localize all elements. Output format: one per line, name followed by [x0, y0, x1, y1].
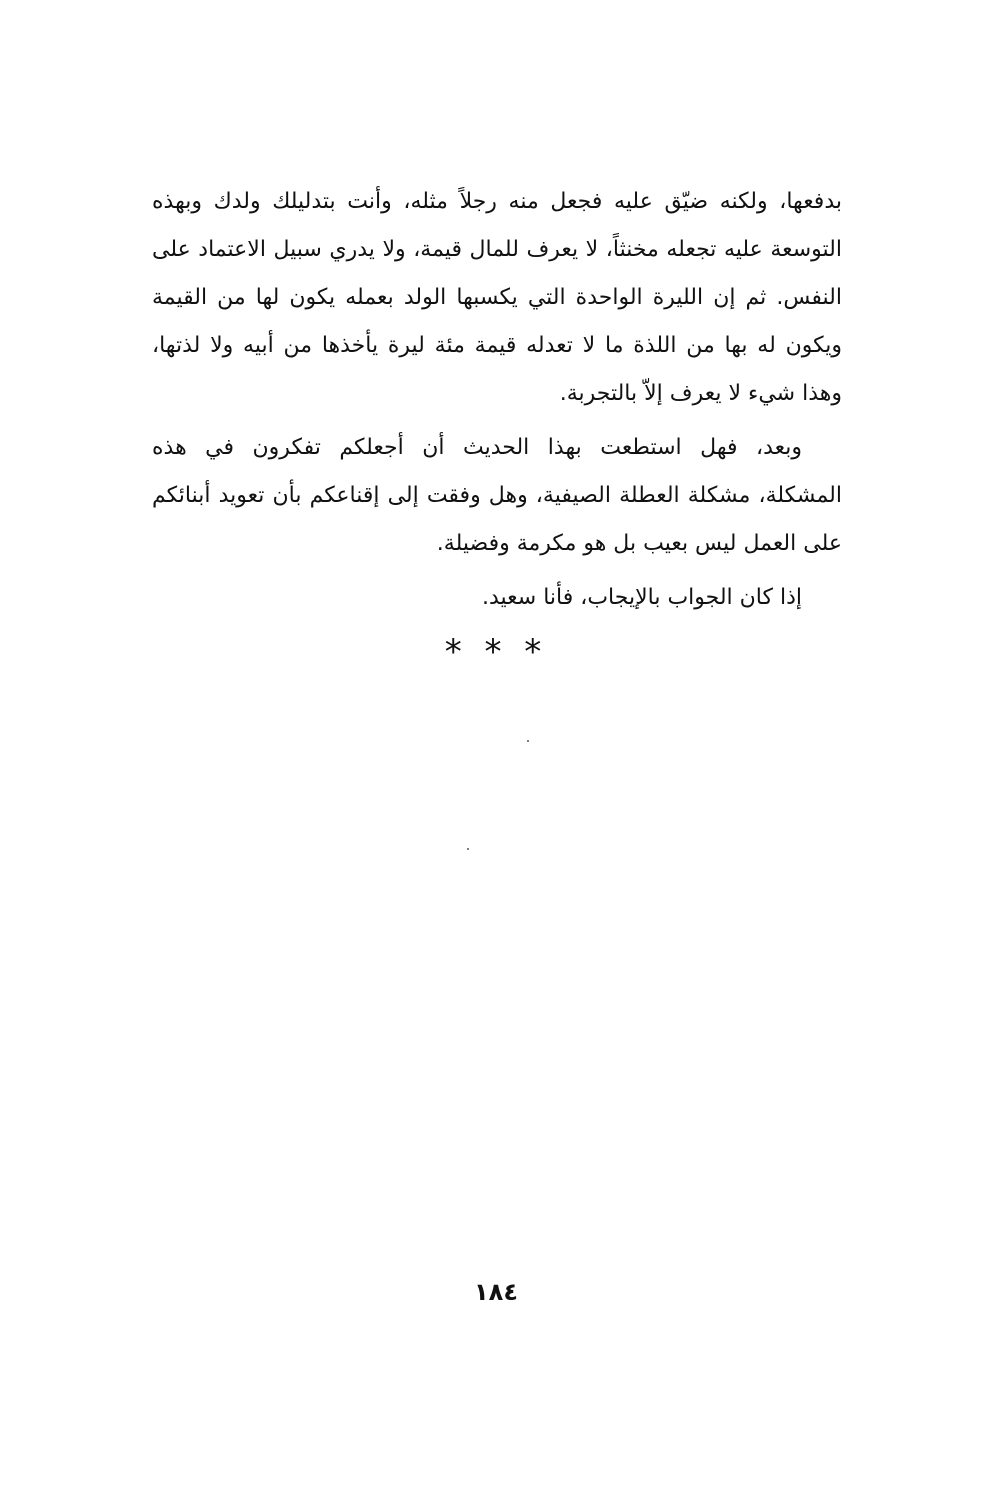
text-line: المشكلة، مشكلة العطلة الصيفية، وهل وفقت إلى إقناعكم بأن تعويد أبنائكم: [152, 483, 842, 508]
scan-speck: [467, 848, 469, 850]
section-separator: * * *: [444, 632, 548, 672]
text-line: إذا كان الجواب بالإيجاب، فأنا سعيد.: [481, 585, 802, 610]
text-line: على العمل ليس بعيب بل هو مكرمة وفضيلة.: [436, 531, 842, 556]
text-line: وبعد، فهل استطعت بهذا الحديث أن أجعلكم تفكرون في هذه: [152, 435, 802, 460]
scan-speck: [527, 740, 529, 742]
paragraph-3: [152, 574, 842, 622]
paragraph-2: [152, 424, 842, 568]
body-text: [152, 178, 842, 622]
text-line: بدفعها، ولكنه ضيّق عليه فجعل منه رجلاً مثله، وأنت بتدليلك ولدك وبهذه: [152, 189, 842, 214]
text-line: وهذا شيء لا يعرف إلاّ بالتجربة.: [559, 381, 842, 406]
paragraph-1: [152, 178, 842, 418]
text-line: ويكون له بها من اللذة ما لا تعدله قيمة مئة ليرة يأخذها من أبيه ولا لذتها،: [152, 333, 842, 358]
page-number: ١٨٤: [474, 1278, 518, 1306]
text-line: النفس. ثم إن الليرة الواحدة التي يكسبها الولد بعمله يكون لها من القيمة: [152, 285, 842, 310]
text-line: التوسعة عليه تجعله مخنثاً، لا يعرف للمال قيمة، ولا يدري سبيل الاعتماد على: [152, 237, 842, 262]
